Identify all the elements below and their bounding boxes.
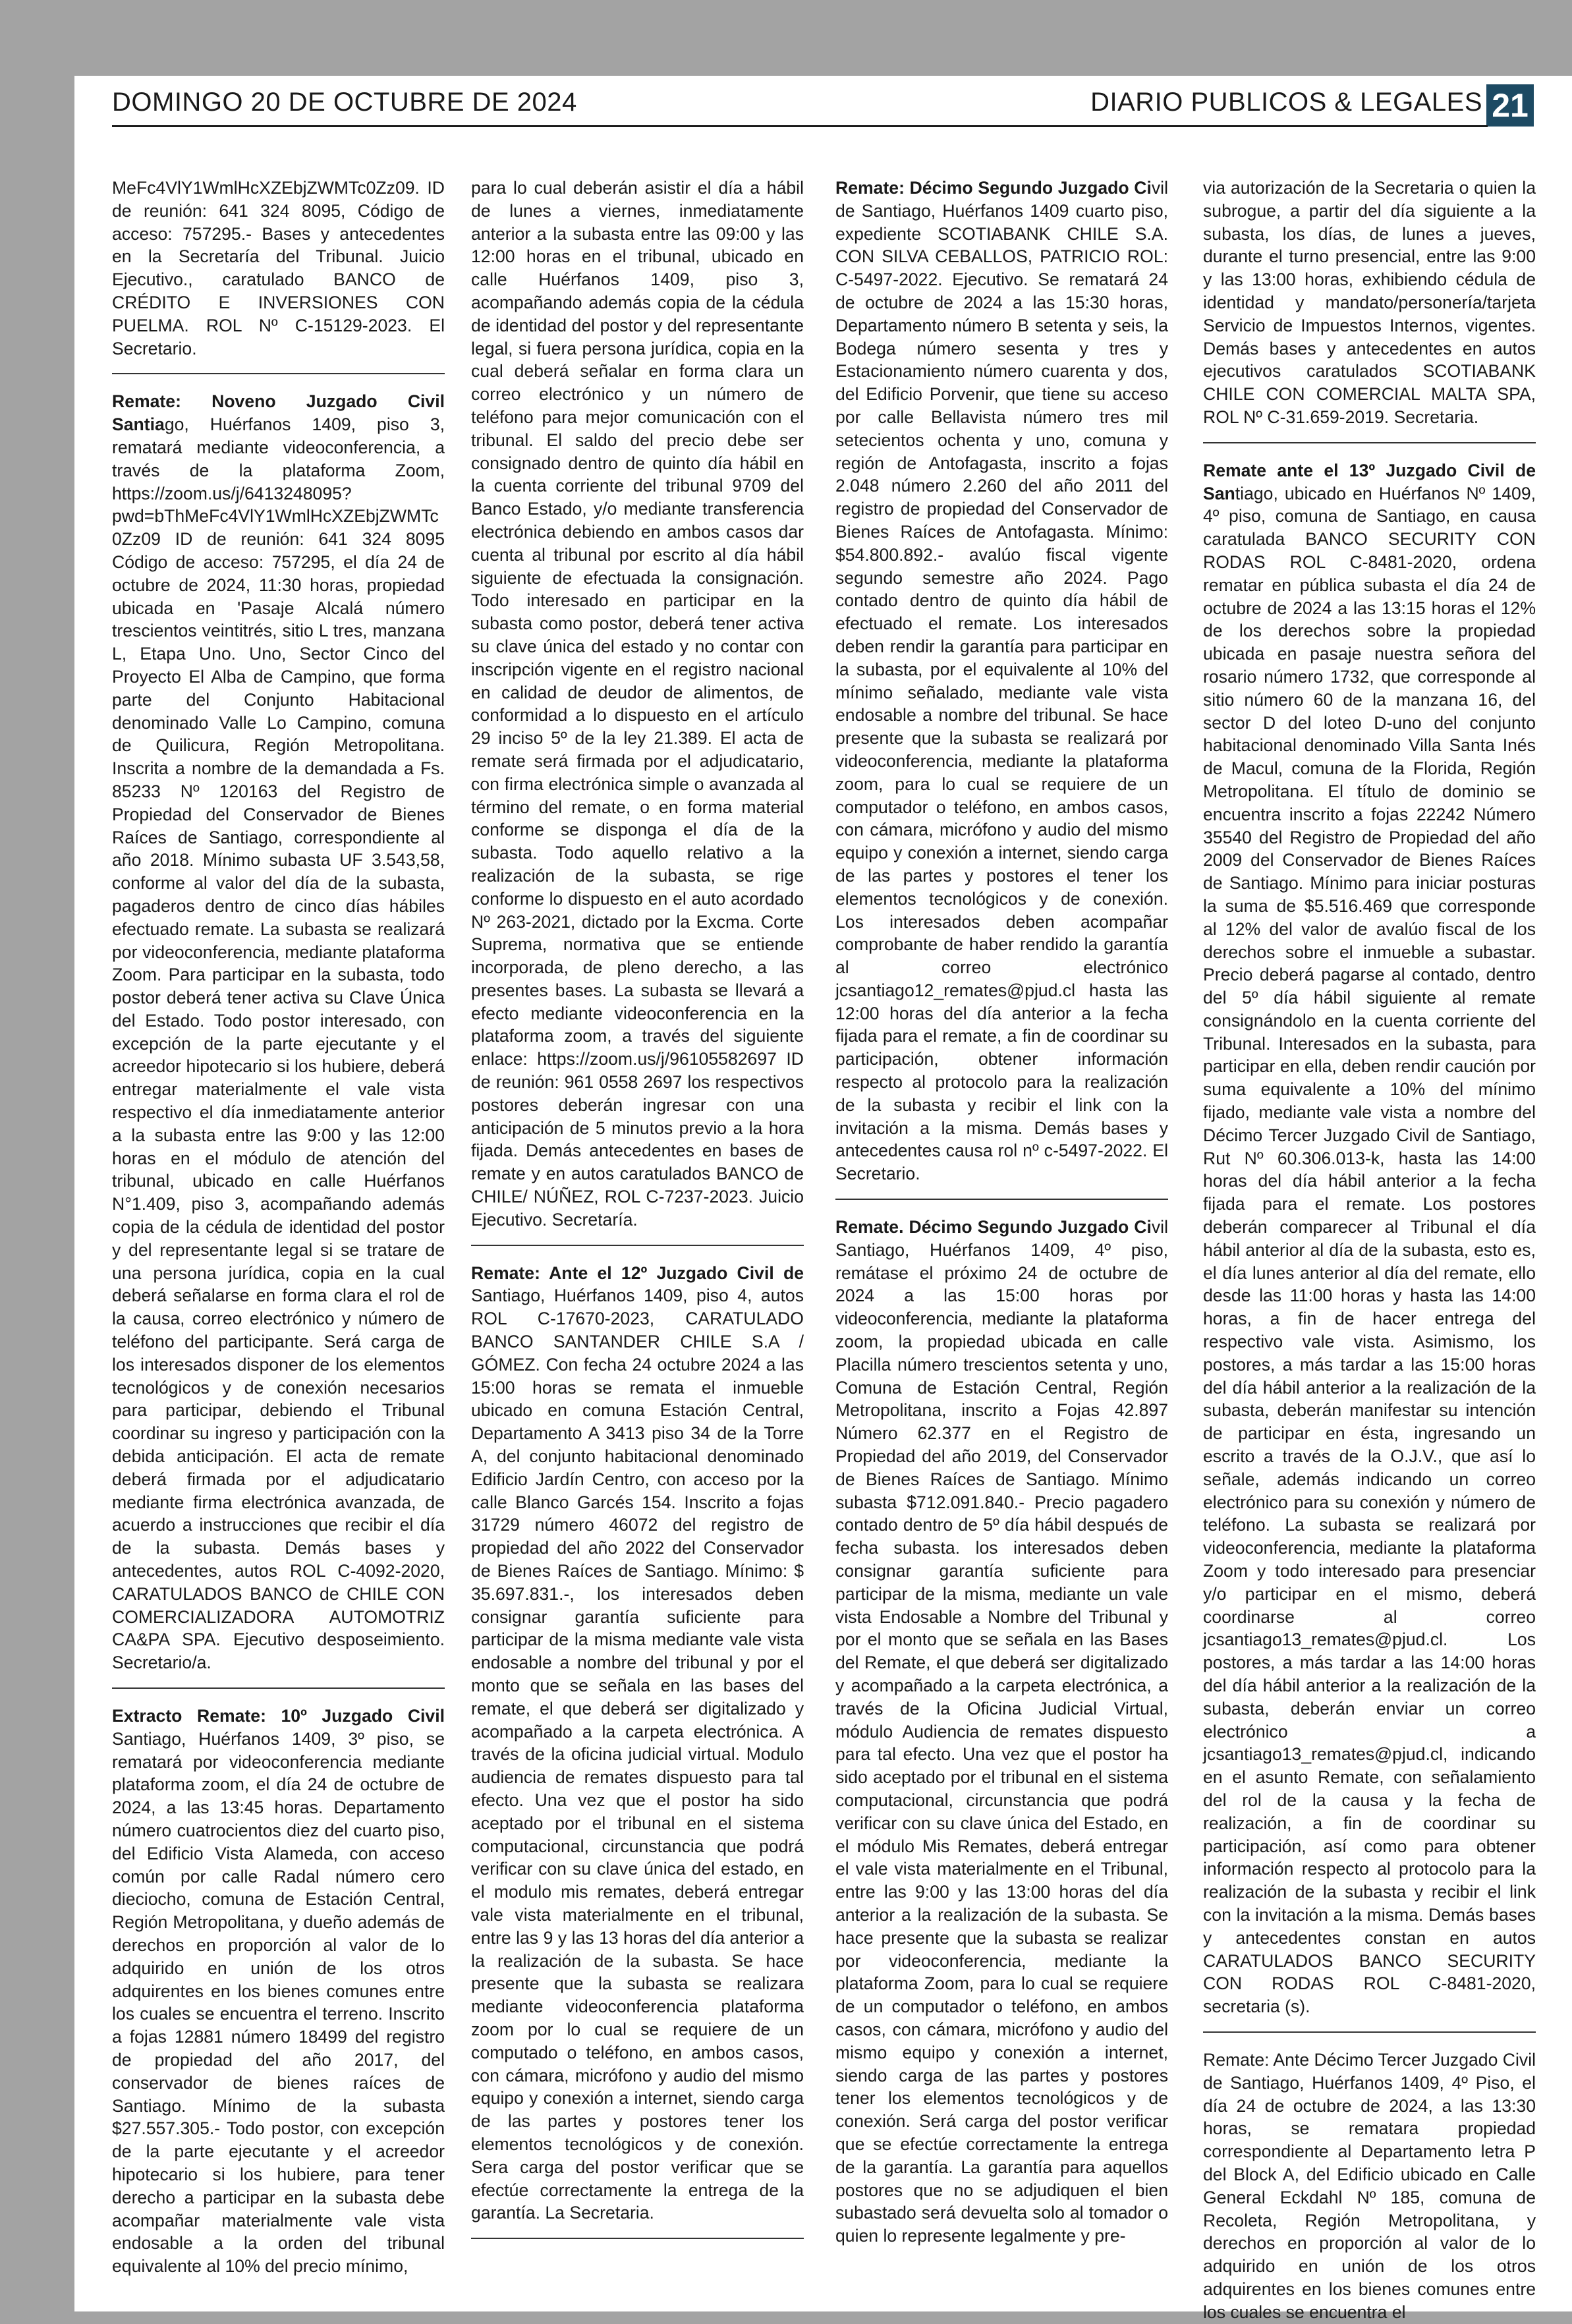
column-4 (1203, 177, 1536, 2324)
notice (1203, 459, 1536, 2018)
notice-divider (835, 1199, 1168, 1200)
column-3 (835, 177, 1168, 2248)
notice (471, 1262, 804, 2225)
notice-lead: Remate: Noveno Juzgado Civil Santia (112, 391, 445, 435)
notice-divider (471, 2238, 804, 2239)
notice-lead: Remate ante el 13º Juzgado Civil de San (1203, 460, 1536, 503)
notice-body: Santiago, Huérfanos 1409, piso 4, autos ROL C-17670-2023, CARATULADO BANCO SANTANDER CHILE S.A / GÓMEZ. Con fecha 24 octubre 2024 a las 15:00 horas se remata el inmueble ubicado en comuna Estación Central, Departamento A 3413 piso 34 de la Torre A, del conjunto habitacional denominado Edificio Jardín Centro, con acceso por la calle Blanco Garcés 154. Inscrito a fojas 31729 número 46072 del registro de propiedad del año 2022 del Conservador de Bienes Raíces de Santiago. Mínimo: $ 35.697.831.-, los interesados deben consignar garantía suficiente para participar de la misma mediante vale vista endosable a nombre del tribunal y por el monto que se señala en las bases del remate, el que deberá ser digitalizado y acompañado a la carpeta electrónica. A través de la oficina judicial virtual. Modulo audiencia de remates dispuesto para tal efecto. Una vez que el postor ha sido aceptado por el tribunal en el sistema computacional, circunstancia que podrá verificar con su clave única del estado, en el modulo mis remates, deberá entregar vale vista materialmente en el tribunal, entre las 9 y las 13 horas del día anterior a la realización de la subasta. Se hace presente que la subasta se realizara mediante videoconferencia plataforma zoom por lo cual se requiere de un computado o teléfono, en ambos casos, con cámara, micrófono y audio del mismo equipo y conexión a internet, siendo carga de las partes y postores tener los elementos tecnológicos y de conexión. Sera carga del postor verificar que se efectúe correctamente la entrega de la garantía. La Secretaria. (471, 1286, 804, 2223)
notice-divider (112, 1687, 445, 1689)
notice-divider (112, 373, 445, 374)
notice-lead: Remate: Décimo Segundo Juzgado Ci (835, 178, 1152, 198)
notice-body: Remate: Ante Décimo Tercer Juzgado Civil de Santiago, Huérfanos 1409, 4º Piso, el día 24 de octubre de 2024, a las 13:30 horas, se rematara propiedad correspondiente al Departamento letra P del Block A, del Edificio ubicado en Calle General Eckdahl Nº 185, comuna de Recoleta, Región Metropolitana, y derechos en proporción al valor de lo adquirido en unión de los otros adquirentes en los bienes comunes entre los cuales se encuentra el (1203, 2049, 1536, 2322)
notice-body: MeFc4VlY1WmlHcXZEbjZWMTc0Zz09. ID de reunión: 641 324 8095, Código de acceso: 757295.- Bases y antecedentes en la Secretaría del Tribunal. Juicio Ejecutivo., caratulado BANCO de CRÉDITO E INVERSIONES CON PUELMA. ROL Nº C-15129-2023. El Secretario. (112, 178, 445, 358)
publication-name: DIARIO PUBLICOS & LEGALES (1090, 88, 1482, 117)
page-number-badge: 21 (1486, 84, 1534, 127)
notice-body: para lo cual deberán asistir el día a hábil de lunes a viernes, inmediatamente anterior a la subasta entre las 09:00 y las 12:00 horas en el tribunal, ubicado en calle Huérfanos 1409, piso 3, acompañando además copia de la cédula de identidad del postor y del representante legal, si fuera persona jurídica, copia en la cual deberá señalar en forma clara un correo electrónico y un número de teléfono para mejor comunicación con el tribunal. El saldo del precio debe ser consignado dentro de quinto día hábil en la cuenta corriente del tribunal 9709 del Banco Estado, y/o mediante transferencia electrónica debiendo en ambos casos dar cuenta al tribunal por escrito al día hábil siguiente de efectuada la consignación. Todo interesado en participar en la subasta como postor, deberá tener activa su clave única del estado y no contar con inscripción vigente en el registro nacional en calidad de deudor de alimentos, de conformidad a lo dispuesto en el artículo 29 inciso 5º de la ley 21.389. El acta de remate será firmada por el adjudicatario, con firma electrónica simple o avanzada al término del remate, o en forma material conforme se disponga el día de la subasta. Todo aquello relativo a la realización de la subasta, se rige conforme lo dispuesto en el auto acordado Nº 263-2021, dictado por la Excma. Corte Suprema, normativa que se entiende incorporada, de pleno derecho, a las presentes bases. La subasta se llevará a efecto mediante videoconferencia en la plataforma zoom, a través del siguiente enlace: https://zoom.us/j/96105582697 ID de reunión: 961 0558 2697 los respectivos postores deberán ingresar con una anticipación de 5 minutos previo a la hora fijada. Demás antecedentes en bases de remate y en autos caratulados BANCO de CHILE/ NÚÑEZ, ROL C-7237-2023. Juicio Ejecutivo. Secretaría. (471, 178, 804, 1230)
notice (835, 177, 1168, 1185)
notice (112, 1705, 445, 2278)
notice (112, 177, 445, 360)
notice-body: via autorización de la Secretaria o quien la subrogue, a partir del día siguiente a la subasta, los días, de lunes a jueves, durante el turno presencial, entre las 9:00 y las 13:00 horas, exhibiendo cédula de identidad y mandato/personería/tarjeta Servicio de Impuestos Internos, vigentes. Demás bases y antecedentes en autos ejecutivos caratulados SCOTIABANK CHILE CON COMERCIAL MALTA SPA, ROL Nº C-31.659-2019. Secretaria. (1203, 178, 1536, 427)
notice-divider (1203, 442, 1536, 443)
notice (835, 1216, 1168, 2248)
column-1 (112, 177, 445, 2278)
notice-body: go, Huérfanos 1409, piso 3, rematará mediante videoconferencia, a través de la plataforma Zoom, https://zoom.us/j/6413248095?pwd=bThMeFc4VlY1WmlHcXZEbjZWMTc0Zz09 ID de reunión: 641 324 8095 Código de acceso: 757295, el día 24 de octubre de 2024, 11:30 horas, propiedad ubicada en 'Pasaje Alcalá número trescientos veintitrés, sitio L tres, manzana L, Etapa Uno. Uno, Sector Cinco del Proyecto El Alba de Campino, que forma parte del Conjunto Habitacional denominado Valle Lo Campino, comuna de Quilicura, Región Metropolitana. Inscrita a nombre de la demandada a Fs. 85233 Nº 120163 del Registro de Propiedad del Conservador de Bienes Raíces de Santiago, correspondiente al año 2018. Mínimo subasta UF 3.543,58, conforme al valor del día de la subasta, pagaderos dentro de cinco días hábiles efectuado remate. La subasta se realizará por videoconferencia, mediante plataforma Zoom. Para participar en la subasta, todo postor deberá tener activa su Clave Única del Estado. Todo postor interesado, con excepción de la parte ejecutante y el acreedor hipotecario si los hubiere, deberá entregar materialmente el vale vista respectivo el día inmediatamente anterior a la subasta entre las 9:00 y las 12:00 horas en el módulo de atención del tribunal, ubicado en calle Huérfanos N°1.409, piso 3, acompañando además copia de la cédula de identidad del postor y del representante legal si se tratare de una persona jurídica, copia en la cual deberá señalarse en forma clara el rol de la causa, correo electrónico y número de teléfono del participante. Será carga de los interesados disponer de los elementos tecnológicos y de conexión necesarios para participar, debiendo el Tribunal coordinar su ingreso y participación con la debida anticipación. El acta de remate deberá firmada por el adjudicatario mediante firma electrónica avanzada, de acuerdo a instrucciones que recibir el día de la subasta. Demás bases y antecedentes, autos ROL C-4092-2020, CARATULADOS BANCO de CHILE CON COMERCIALIZADORA AUTOMOTRIZ CA&PA SPA. Ejecutivo desposeimiento. Secretario/a. (112, 414, 445, 1673)
header-rule (112, 125, 1488, 127)
issue-date: DOMINGO 20 DE OCTUBRE DE 2024 (112, 88, 577, 117)
notice (1203, 177, 1536, 429)
notice-body: tiago, ubicado en Huérfanos Nº 1409, 4º piso, comuna de Santiago, en causa caratulada BANCO SECURITY CON RODAS ROL C-8481-2020, ordena rematar en pública subasta el día 24 de octubre de 2024 a las 13:15 horas el 12% de los derechos sobre la propiedad ubicada en pasaje nuestra señora del rosario número 1732, que corresponde al sitio número 60 de la manzana 16, del sector D del loteo D-uno del conjunto habitacional denominado Villa Santa Inés de Macul, comuna de la Florida, Región Metropolitana. El título de dominio se encuentra inscrito a fojas 22242 Número 35540 del Registro de Propiedad del año 2009 del Conservador de Bienes Raíces de Santiago. Mínimo para iniciar posturas la suma de $5.516.469 que corresponde al 12% del valor de avalúo fiscal de los derechos sobre el inmueble a subastar. Precio deberá pagarse al contado, dentro del 5º día hábil siguiente al remate consignándolo en la cuenta corriente del Tribunal. Interesados en la subasta, para participar en ella, deben rendir caución por suma equivalente a 10% del mínimo fijado, mediante vale vista a nombre del Décimo Tercer Juzgado Civil de Santiago, Rut Nº 60.306.013-k, hasta las 14:00 horas del día hábil anterior a la fecha fijada para el remate. Los postores deberán comparecer al Tribunal el día hábil anterior al día de la subasta, esto es, el día lunes anterior al día del remate, ello desde las 11:00 horas y hasta las 14:00 horas, a fin de hacer entrega del respectivo vale vista. Asimismo, los postores, a más tardar a las 15:00 horas del día hábil anterior a la realización de la subasta, deberán manifestar su intención de participar en ésta, ingresando un escrito a través de la O.J.V., que así lo señale, además indicando un correo electrónico para su conexión y número de teléfono. La subasta se realizará por videoconferencia, mediante la plataforma Zoom y todo interesado para presenciar y/o participar en el mismo, deberá coordinarse al correo jcsantiago13_remates@pjud.cl. Los postores, a más tardar a las 14:00 horas del día hábil anterior a la realización de la subasta, deberán enviar un correo electrónico a jcsantiago13_remates@pjud.cl, indicando en el asunto Remate, con señalamiento del rol de la causa y la fecha de realización, a fin de coordinar su participación, así como para obtener información respecto al protocolo para la realización de la subasta y recibir el link con la invitación a la misma. Demás bases y antecedentes constan en autos CARATULADOS BANCO SECURITY CON RODAS ROL C-8481-2020, secretaria (s). (1203, 483, 1536, 2017)
notice-divider (1203, 2031, 1536, 2033)
notice-body: vil Santiago, Huérfanos 1409, 4º piso, remátase el próximo 24 de octubre de 2024 a las 15:00 horas por videoconferencia, mediante la plataforma zoom, la propiedad ubicada en calle Placilla número trescientos setenta y uno, Comuna de Estación Central, Región Metropolitana, inscrito a Fojas 42.897 Número 62.377 en el Registro de Propiedad del año 2019, del Conservador de Bienes Raíces de Santiago. Mínimo subasta $712.091.840.- Precio pagadero contado dentro de 5º día hábil después de fecha subasta. los interesados deben consignar garantía suficiente para participar de la misma, mediante un vale vista Endosable a Nombre del Tribunal y por el monto que se señala en las Bases del Remate, el que deberá ser digitalizado y acompañado a la carpeta electrónica, a través de la Oficina Judicial Virtual, módulo Audiencia de remates dispuesto para tal efecto. Una vez que el postor ha sido aceptado por el tribunal en el sistema computacional, circunstancia que podrá verificar con su clave única del Estado, en el módulo Mis Remates, deberá entregar el vale vista materialmente en el Tribunal, entre las 9:00 y las 13:00 horas del día anterior a la realización de la subasta. Se hace presente que la subasta se realizar por videoconferencia, mediante la plataforma Zoom, para lo cual se requiere de un computador o teléfono, en ambos casos, con cámara, micrófono y audio del mismo equipo y conexión a internet, siendo carga de las partes y postores tener los elementos tecnológicos y de conexión. Será carga del postor verificar que se efectúe correctamente la entrega de la garantía. La garantía para aquellos postores que no se adjudiquen el bien subastado será devuelta solo al tomador o quien lo represente legalmente y pre- (835, 1217, 1168, 2246)
notice-lead: Remate: Ante el 12º Juzgado Civil de (471, 1262, 804, 1283)
notice (112, 390, 445, 1674)
notice-body: Santiago, Huérfanos 1409, 3º piso, se rematará por videoconferencia mediante plataforma zoom, el día 24 de octubre de 2024, a las 13:45 horas. Departamento número cuatrocientos diez del cuarto piso, del Edificio Vista Alameda, con acceso común por calle Radal número cero dieciocho, comuna de Estación Central, Región Metropolitana, y dueño además de derechos en proporción al valor de lo adquirido en unión de los otros adquirentes en los bienes comunes entre los cuales se encuentra el terreno. Inscrito a fojas 12881 número 18499 del registro de propiedad del año 2017, del conservador de bienes raíces de Santiago. Mínimo de la subasta $27.557.305.- Todo postor, con excepción de la parte ejecutante y el acreedor hipotecario si los hubiere, para tener derecho a participar en la subasta debe acompañar materialmente vale vista endosable a la orden del tribunal equivalente al 10% del precio mínimo, (112, 1728, 445, 2277)
notice-lead: Remate. Décimo Segundo Juzgado Ci (835, 1217, 1152, 1237)
column-2 (471, 177, 804, 2255)
notice (1203, 2049, 1536, 2324)
notice-divider (471, 1245, 804, 1246)
notice (471, 177, 804, 1232)
notice-lead: Extracto Remate: 10º Juzgado Civil (112, 1706, 445, 1726)
notice-body: vil de Santiago, Huérfanos 1409 cuarto piso, expediente SCOTIABANK CHILE S.A. CON SILVA CEBALLOS, PATRICIO ROL: C-5497-2022. Ejecutivo. Se rematará 24 de octubre de 2024 a las 15:30 horas, Departamento número B setenta y seis, la Bodega número sesenta y tres y Estacionamiento número cuarenta y dos, del Edificio Porvenir, que tiene su acceso por calle Bellavista número tres mil setecientos ochenta y uno, comuna y región de Antofagasta, inscrito a fojas 2.048 número 2.260 del año 2011 del registro de propiedad del Conservador de Bienes Raíces de Antofagasta. Mínimo: $54.800.892.- avalúo fiscal vigente segundo semestre año 2024. Pago contado dentro de quinto día hábil de efectuado el remate. Los interesados deben rendir la garantía para participar en la subasta, por el equivalente al 10% del mínimo señalado, mediante vale vista endosable a nombre del tribunal. Se hace presente que la subasta se realizará por videoconferencia, mediante la plataforma zoom, para lo cual se requiere de un computador o teléfono, en ambos casos, con cámara, micrófono y audio del mismo equipo y conexión a internet, siendo carga de las partes y postores el tener los elementos tecnológicos y de conexión. Los interesados deben acompañar comprobante de haber rendido la garantía al correo electrónico jcsantiago12_remates@pjud.cl hasta las 12:00 horas del día anterior a la fecha fijada para el remate, a fin de coordinar su participación, obtener información respecto al protocolo para la realización de la subasta y recibir el link con la invitación a la misma. Demás bases y antecedentes causa rol nº c-5497-2022. El Secretario. (835, 178, 1168, 1184)
